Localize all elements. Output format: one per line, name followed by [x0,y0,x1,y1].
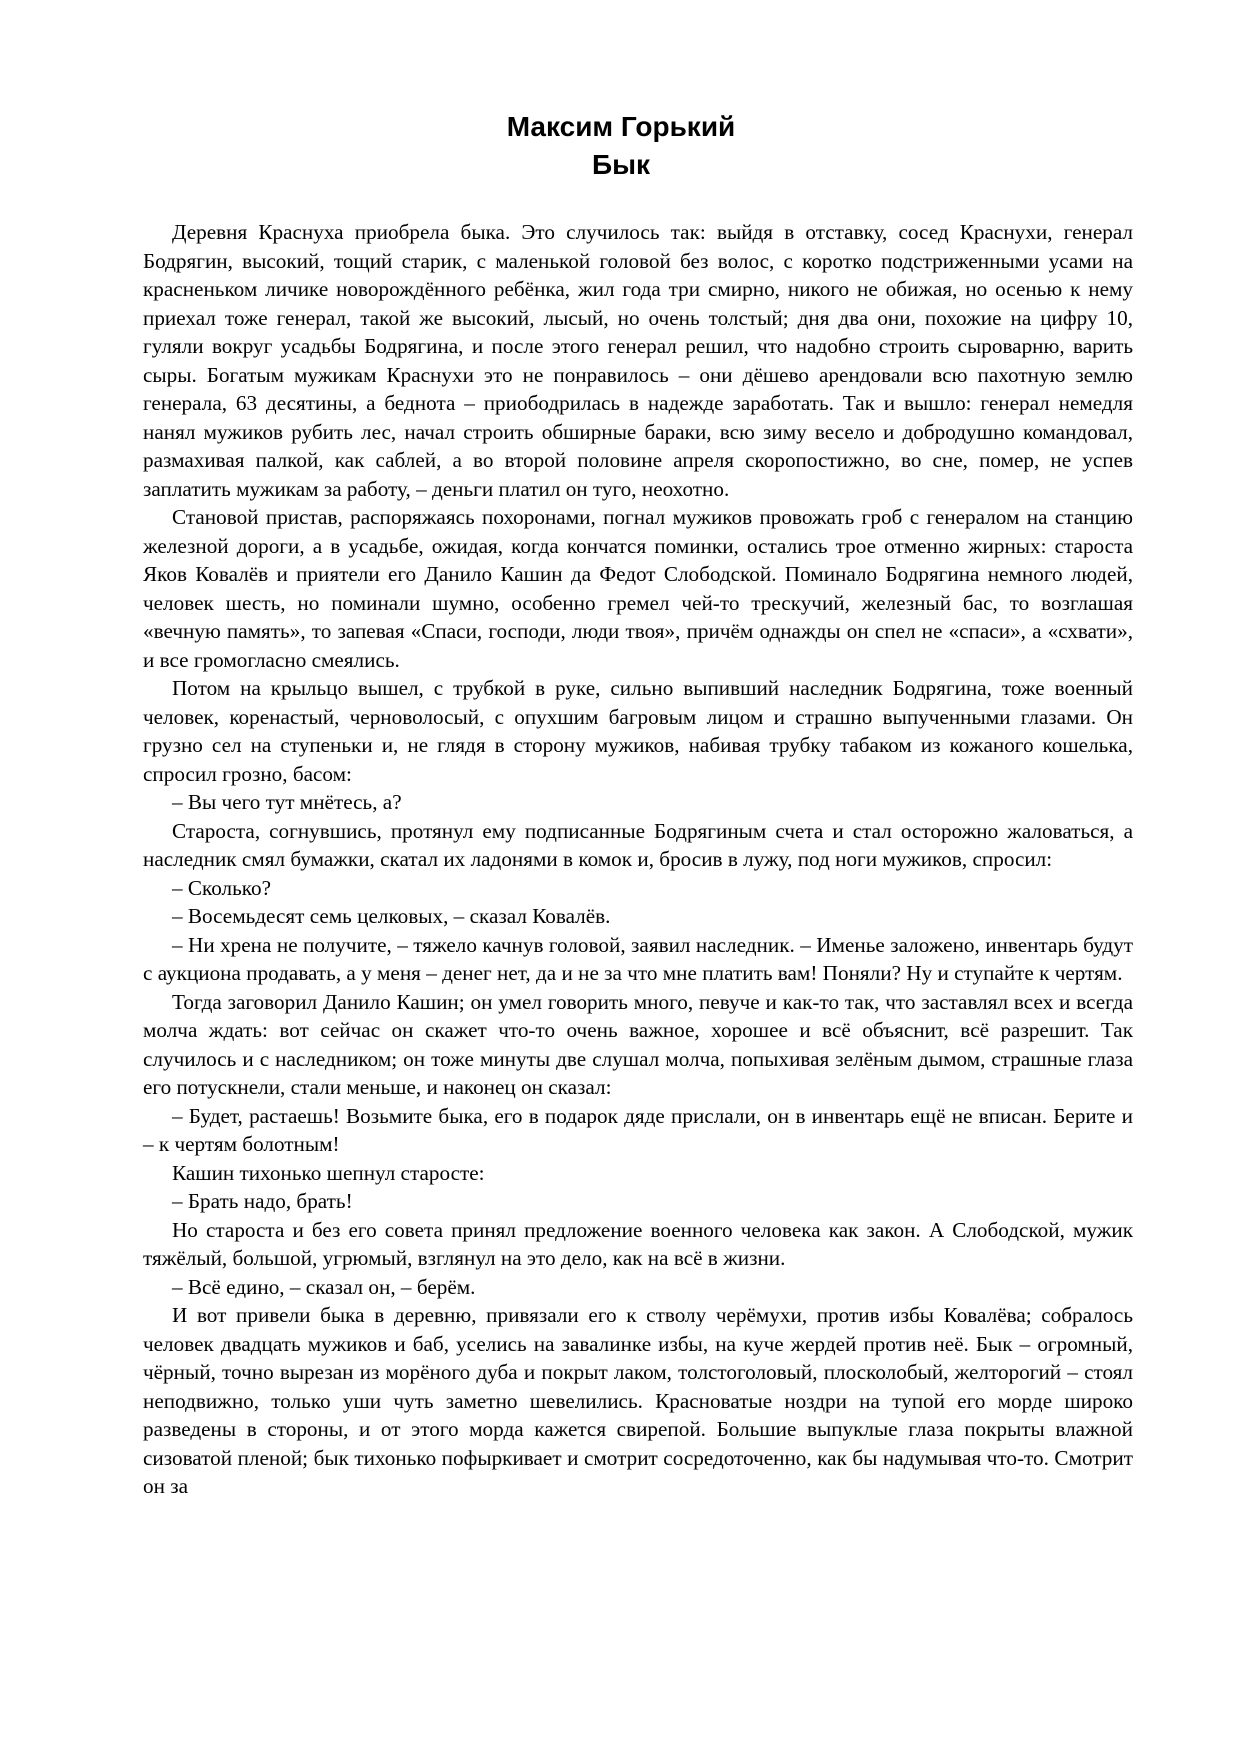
paragraph: Кашин тихонько шепнул старосте: [172,1160,485,1185]
dialogue-line: – Вы чего тут мнётесь, а? [172,790,402,814]
dialogue-line: – Всё едино, – сказал он, – берём. [172,1274,476,1299]
paragraph: И вот привели быка в деревню, привязали его к стволу черёмухи, против избы Ковалёва; собралось человек двадцать мужиков и баб, уселись на завалинке избы, на куче жердей против неё. Бык – огромный, чёрный, точно вырезан из морёного дуба и покрыт лаком, толстоголовый, плосколобый, желторогий – стоял неподвижно, только уши чуть заметно шевелились. Красноватые ноздри на тупой его морде широко разведены в стороны, и от этого морда кажется свирепой. Большие выпуклые глаза покрыты влажной сизоватой пленой; бык тихонько пофыркивает и смотрит сосредоточенно, как бы надумывая что-то. Смотрит он за [143,1303,1133,1498]
dialogue-line: – Будет, растаешь! Возьмите быка, его в подарок дяде прислали, он в инвентарь ещё не вписан. Берите и – к чертям болотным! [143,1103,1133,1156]
author-name: Максим Горький [506,111,736,142]
paragraph: Потом на крыльцо вышел, с трубкой в руке, сильно выпивший наследник Бодрягина, тоже военный человек, коренастый, черноволосый, с опухшим багровым лицом и страшно выпученными глазами. Он грузно сел на ступеньки и, не глядя в сторону мужиков, набивая трубку табаком из кожаного кошелька, спросил грозно, басом: [143,676,1133,786]
paragraph: Деревня Краснуха приобрела быка. Это случилось так: выйдя в отставку, сосед Краснухи, генерал Бодрягин, высокий, тощий старик, с маленькой головой без волос, с коротко подстриженными усами на красненьком личике новорождённого ребёнка, жил года три смирно, никого не обижая, но осенью к нему приехал тоже генерал, такой же высокий, лысый, но очень толстый; дня два они, похожие на цифру 10, гуляли вокруг усадьбы Бодрягина, и после этого генерал решил, что надобно строить сыроварню, варить сыры. Богатым мужикам Краснухи это не понравилось – они дёшево арендовали всю пахотную землю генерала, 63 десятины, а беднота – приободрилась в надежде заработать. Так и вышло: генерал немедля нанял мужиков рубить лес, начал строить обширные бараки, всю зиму весело и добродушно командовал, размахивая палкой, как саблей, а во второй половине апреля скоропостижно, во сне, помер, не успев заплатить мужикам за работу, – деньги платил он туго, неохотно. [143,220,1133,501]
dialogue-line: – Ни хрена не получите, – тяжело качнув головой, заявил наследник. – Именье заложено, инвентарь будут с аукциона продавать, а у меня – денег нет, да и не за что мне платить вам! Поняли? Ну и ступайте к чертям. [143,932,1133,985]
dialogue-line: – Сколько? [172,875,272,900]
paragraph: Становой пристав, распоряжаясь похоронами, погнал мужиков провожать гроб с генералом на станцию железной дороги, а в усадьбе, ожидая, когда кончатся поминки, остались трое отменно жирных: староста Яков Ковалёв и приятели его Данило Кашин да Федот Слободской. Поминало Бодрягина немного людей, человек шесть, но поминали шумно, особенно гремел чей-то трескучий, железный бас, то возглашая «вечную память», то запевая «Спаси, господи, люди твоя», причём однажды он спел не «спаси», а «схвати», и все громогласно смеялись. [143,505,1133,672]
paragraph: Но староста и без его совета принял предложение военного человека как закон. А Слободской, мужик тяжёлый, большой, угрюмый, взглянул на это дело, как на всё в жизни. [143,1217,1133,1270]
title-block [0,108,1242,184]
dialogue-line: – Брать надо, брать! [172,1189,353,1213]
body-text [143,218,1133,1501]
paragraph: Тогда заговорил Данило Кашин; он умел говорить много, певуче и как-то так, что заставлял всех и всегда молча ждать: вот сейчас он скажет что-то очень важное, хорошее и всё объяснит, всё разрешит. Так случилось и с наследником; он тоже минуты две слушал молча, попыхивая зелёным дымом, страшные глаза его потускнели, стали меньше, и наконец он сказал: [143,989,1133,1099]
paragraph: Староста, согнувшись, протянул ему подписанные Бодрягиным счета и стал осторожно жаловаться, а наследник смял бумажки, скатал их ладонями в комок и, бросив в лужу, под ноги мужиков, спросил: [143,818,1133,871]
work-title: Бык [591,149,651,180]
dialogue-line: – Восемьдесят семь целковых, – сказал Ковалёв. [172,904,611,928]
